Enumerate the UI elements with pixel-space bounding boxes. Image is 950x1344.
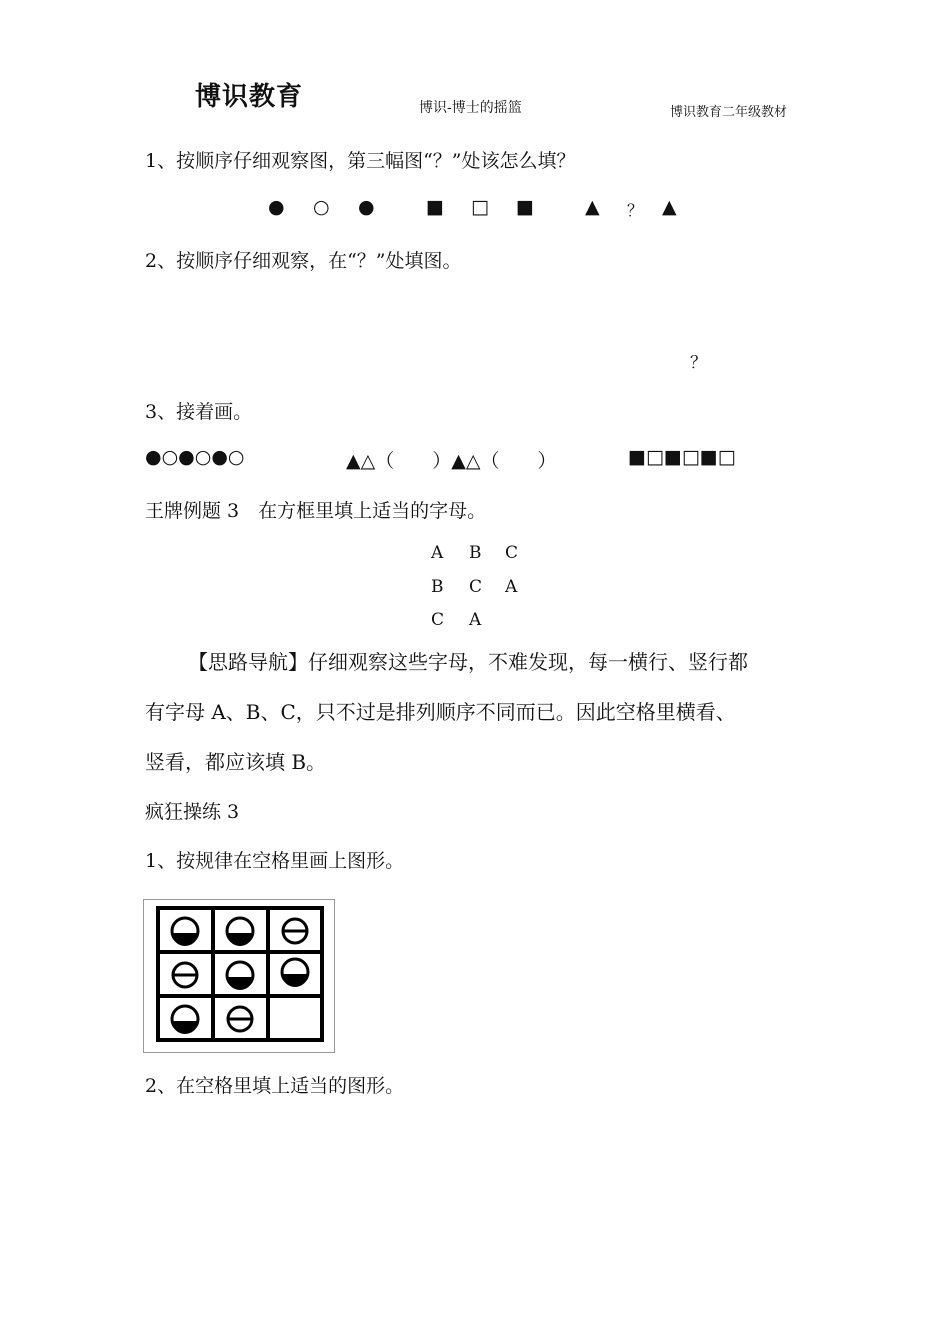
question-1-text: 1、按顺序仔细观察图，第三幅图“？”处该怎么填？ [145, 150, 576, 172]
question-2-text: 2、按顺序仔细观察，在“？”处填图。 [145, 250, 462, 272]
line-circle-icon [283, 919, 307, 943]
question-3-squares: ■□■□■□ [628, 446, 736, 468]
letter-cell: B [469, 543, 482, 563]
question-1-sequence [0, 196, 950, 226]
letter-cell: B [431, 577, 444, 597]
line-circle-icon [228, 1007, 252, 1031]
letter-cell: A [469, 610, 482, 630]
half-filled-circle-icon [172, 1006, 198, 1034]
practice-item-2: 2、在空格里填上适当的图形。 [145, 1075, 405, 1097]
letter-cell: C [469, 577, 483, 597]
header-textbook-label: 博识教育二年级教材 [670, 105, 788, 120]
seq-shape-2: ○ [313, 196, 330, 218]
seq-shape-3: ● [358, 196, 375, 218]
practice-item-1: 1、按规律在空格里画上图形。 [145, 850, 405, 872]
seq-shape-6: ■ [516, 196, 534, 218]
hint-line-3: 竖看，都应该填 B。 [145, 750, 327, 774]
half-filled-circle-icon [282, 959, 308, 987]
letter-cell: C [505, 543, 519, 563]
letter-cell: A [505, 577, 518, 597]
brand-logo: 博识教育 [195, 82, 304, 112]
hint-line-1: 【思路导航】仔细观察这些字母，不难发现，每一横行、竖行都 [188, 650, 748, 674]
circle-pattern-puzzle [143, 899, 335, 1053]
practice-title: 疯狂操练 3 [145, 801, 240, 823]
seq-shape-5: □ [471, 196, 489, 218]
letter-cell: A [431, 543, 444, 563]
line-circle-icon [173, 963, 197, 987]
header-slogan: 博识-博士的摇篮 [419, 100, 522, 116]
question-3-triangles: ▲△（ ）▲△（ ） [346, 450, 557, 472]
question-3-circles: ●○●○●○ [145, 446, 245, 468]
example-title: 王牌例题 3 在方框里填上适当的字母。 [145, 500, 487, 522]
hint-line-2: 有字母 A、B、C，只不过是排列顺序不同而已。因此空格里横看、 [145, 700, 736, 724]
seq-shape-7: ▲ [585, 196, 600, 218]
half-filled-circle-icon [172, 918, 198, 946]
seq-question-mark: ？ [627, 201, 644, 220]
question-2-mark: ？ [690, 353, 707, 373]
half-filled-circle-icon [227, 962, 253, 990]
seq-shape-4: ■ [426, 196, 444, 218]
seq-shape-1: ● [268, 196, 285, 218]
letter-cell: C [431, 610, 445, 630]
question-3-text: 3、接着画。 [145, 401, 253, 423]
half-filled-circle-icon [227, 918, 253, 946]
seq-shape-9: ▲ [662, 196, 677, 218]
